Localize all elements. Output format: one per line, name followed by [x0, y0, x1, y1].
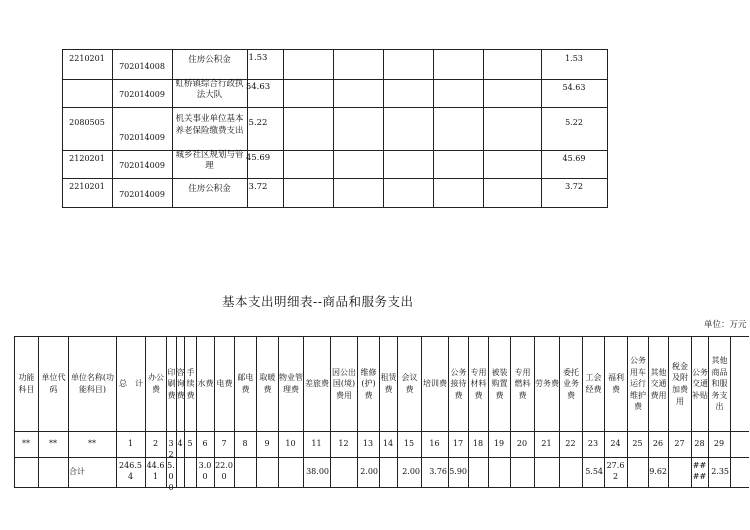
header-cell: 税金及附加费用	[672, 361, 688, 406]
header-cell: 公务交通补贴	[692, 367, 708, 400]
total-cell	[560, 457, 582, 487]
index-cell: **	[88, 438, 96, 448]
header-cell: 单位名称(功能科目)	[70, 373, 115, 394]
header-cell: 物业管理费	[279, 373, 303, 394]
header-cell: 培训费	[423, 379, 447, 389]
index-cell: 11	[311, 438, 322, 448]
index-cell: 3	[168, 438, 174, 448]
header-cell: 功能科目	[18, 373, 35, 394]
func-code: 2210201	[69, 182, 105, 192]
index-cell: 17	[452, 438, 464, 448]
index-cell: 10	[285, 438, 296, 448]
total-cell	[15, 457, 38, 487]
header-cell: 电费	[216, 379, 233, 389]
index-cell: 13	[362, 438, 374, 448]
total-cell: 27.62	[606, 461, 625, 481]
func-code	[62, 79, 112, 97]
index-cell: 8	[242, 438, 248, 448]
header-cell: 被装购置费	[491, 367, 508, 400]
header-cell: 单位代码	[41, 373, 66, 394]
total: 54.63	[245, 82, 271, 93]
total-cell	[39, 457, 68, 487]
header-cell: 水费	[197, 379, 214, 389]
header-cell: 咨询费	[176, 367, 185, 400]
func-code: 2120201	[69, 153, 105, 163]
last-value: 3.72	[565, 182, 583, 192]
total-cell: 5.54	[585, 466, 603, 476]
index-cell: 4	[177, 438, 183, 448]
total-cell	[489, 457, 510, 487]
unit-code: 702014009	[119, 161, 165, 171]
total-cell: 3.76	[429, 466, 447, 476]
header-cell: 手续费	[186, 367, 195, 400]
total-cell	[469, 457, 488, 487]
unit-code: 702014009	[119, 90, 165, 100]
last-value: 54.63	[562, 82, 586, 92]
index-cell: **	[22, 438, 30, 448]
index-cell: 25	[632, 438, 643, 448]
header-cell: 邮电费	[237, 373, 254, 394]
total-cell: 246.54	[119, 461, 142, 481]
index-cell: 23	[587, 438, 599, 448]
index-cell: 21	[541, 438, 552, 448]
index-cell: 16	[429, 438, 440, 448]
total: 1.53	[248, 53, 268, 64]
grid-line-v	[730, 336, 731, 488]
header-cell: 专用材料费	[470, 367, 487, 400]
grid-line-v	[483, 49, 484, 208]
index-cell: 6	[202, 438, 208, 448]
index-cell: 29	[713, 438, 725, 448]
header-cell: 维修(护)费	[360, 367, 377, 400]
header-cell: 委托业务费	[563, 367, 579, 400]
index-cell: 7	[221, 438, 227, 448]
header-cell: 印刷费	[167, 367, 176, 400]
header-cell: 公务接待费	[450, 367, 467, 400]
total-cell: ####	[692, 461, 707, 481]
total-cell: 2.00	[402, 466, 420, 476]
last-value: 5.22	[565, 118, 583, 128]
total-cell: 合计	[69, 466, 85, 476]
index-cell: **	[49, 438, 57, 448]
total-cell: 2.35	[711, 466, 729, 476]
unit-name: 机关事业单位基本养老保险缴费支出	[175, 114, 244, 136]
index-cell: 5	[187, 438, 193, 448]
header-cell: 会议费	[401, 373, 418, 394]
header-cell: 其他交通费用	[650, 367, 667, 400]
total-cell	[628, 457, 648, 487]
grid-line-v	[283, 49, 284, 208]
grid-line-h	[14, 487, 749, 488]
total-cell: 3.00	[198, 461, 212, 481]
total-cell	[185, 457, 196, 487]
header-cell: 差旅费	[305, 379, 329, 389]
index-cell: 18	[472, 438, 484, 448]
unit-name: 城乡社区规划与管理	[175, 149, 244, 171]
unit-code: 702014009	[119, 190, 165, 200]
total: 45.69	[245, 153, 271, 164]
total-cell: 2.00	[360, 466, 378, 476]
index-cell: 12	[338, 438, 349, 448]
total-cell	[257, 457, 278, 487]
grid-line-v	[333, 49, 334, 208]
index-cell: 19	[493, 438, 505, 448]
index-cell: 27	[674, 438, 685, 448]
header-cell: 租赁费	[380, 373, 397, 394]
header-cell: 因公出国(境)费用	[332, 367, 356, 400]
unit-code: 702014009	[119, 133, 165, 143]
table-title: 基本支出明细表--商品和服务支出	[222, 294, 414, 309]
header-cell: 福利费	[608, 373, 624, 394]
total-cell	[177, 457, 184, 487]
grid-line-v	[383, 49, 384, 208]
total-cell	[380, 457, 397, 487]
index-cell: 24	[610, 438, 621, 448]
func-code: 2210201	[69, 53, 105, 63]
index-cell: 20	[516, 438, 528, 448]
index-cell: 14	[382, 438, 394, 448]
total-cell: 25.00	[167, 450, 175, 492]
unit-name: 住房公积金	[188, 55, 231, 66]
func-code: 2080505	[69, 118, 105, 128]
total-cell: 38.00	[306, 466, 329, 476]
total-cell	[511, 457, 534, 487]
total-cell: 44.61	[146, 461, 165, 481]
index-cell: 2	[152, 438, 159, 448]
grid-line-v	[433, 49, 434, 208]
header-cell: 专用燃料费	[514, 367, 531, 400]
index-cell: 22	[565, 438, 576, 448]
index-cell: 1	[127, 438, 134, 448]
last-value: 1.53	[565, 53, 583, 63]
last-value: 45.69	[562, 153, 586, 163]
unit-label: 单位：万元	[704, 320, 747, 330]
unit-name: 虹桥镇综合行政执法大队	[175, 78, 244, 100]
unit-name: 住房公积金	[188, 183, 231, 194]
header-cell: 其他商品和服务支出	[711, 356, 728, 412]
grid-line-v	[172, 49, 173, 208]
total-cell	[535, 457, 559, 487]
index-cell: 26	[652, 438, 664, 448]
unit-code: 702014008	[119, 62, 165, 72]
grid-line-h	[62, 207, 608, 208]
index-cell: 28	[694, 438, 705, 448]
total-cell: 9.62	[649, 466, 667, 476]
total: 3.72	[248, 181, 268, 192]
index-cell: 15	[403, 438, 415, 448]
index-cell: 9	[264, 438, 270, 448]
grid-line-v	[607, 49, 608, 208]
total-cell: 5.90	[449, 466, 467, 476]
total-cell	[669, 457, 691, 487]
header-cell: 公务用车运行维护费	[630, 356, 646, 412]
total-cell	[331, 457, 357, 487]
header-cell: 取暖费	[259, 373, 276, 394]
header-cell: 劳务费	[535, 379, 559, 389]
total-cell	[279, 457, 303, 487]
total: 5.22	[248, 117, 268, 128]
header-cell: 总 计	[119, 379, 143, 389]
header-cell: 办公费	[148, 373, 164, 394]
total-cell	[235, 457, 256, 487]
header-cell: 工会经费	[585, 373, 602, 394]
total-cell: 22.00	[215, 461, 233, 481]
